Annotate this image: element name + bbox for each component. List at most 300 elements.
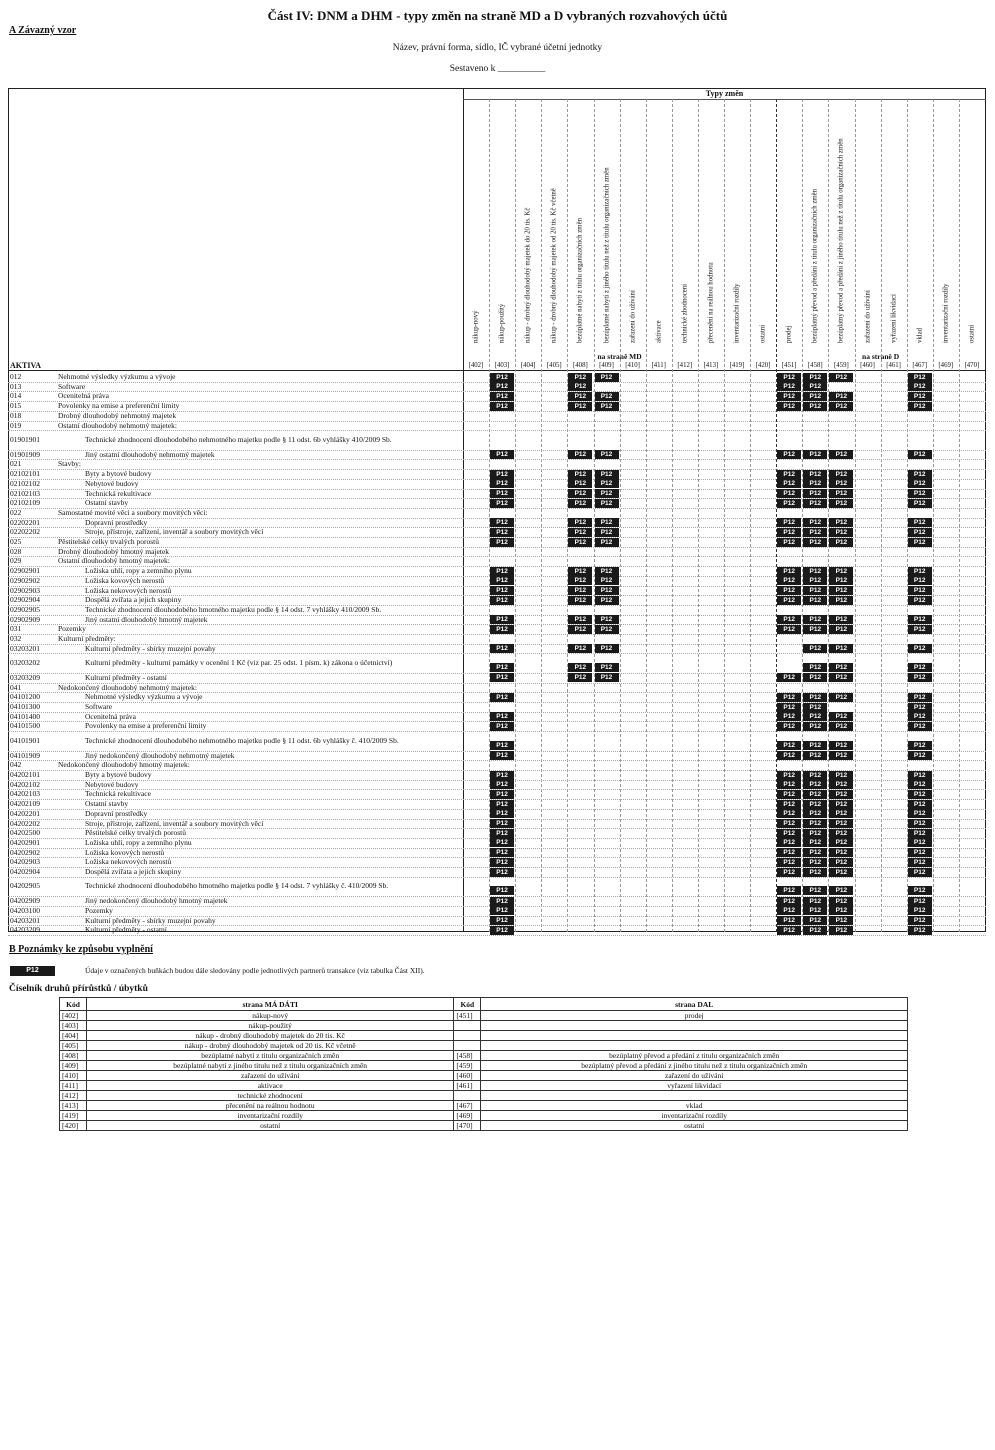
p12-badge: P12: [829, 450, 853, 459]
p12-badge: P12: [490, 470, 514, 479]
row-description: Jiný nedokončený dlouhodobý nehmotný majetek: [85, 750, 235, 760]
row-description: Kulturní předměty - ostatní: [85, 672, 167, 682]
label-cell: vyřazení likvidací: [481, 1081, 908, 1091]
row-code: 04202201: [10, 808, 40, 818]
p12-badge: P12: [908, 576, 932, 585]
p12-badge: P12: [829, 663, 853, 672]
row-code: 014: [10, 391, 22, 401]
p12-badge: P12: [908, 868, 932, 877]
p12-badge: P12: [803, 819, 827, 828]
p12-badge: P12: [803, 450, 827, 459]
p12-badge: P12: [803, 693, 827, 702]
row-code: 02102102: [10, 478, 40, 488]
row-code: 04202101: [10, 770, 40, 779]
p12-badge: P12: [490, 712, 514, 721]
p12-badge: P12: [803, 673, 827, 682]
p12-badge: P12: [829, 392, 853, 401]
p12-badge: P12: [490, 518, 514, 527]
p12-badge: P12: [803, 858, 827, 867]
code-table-row: [60, 1051, 908, 1061]
label-cell: nákup-nový: [87, 1011, 454, 1021]
p12-badge: P12: [490, 538, 514, 547]
p12-badge: P12: [803, 868, 827, 877]
row-code: 03203201: [10, 643, 40, 653]
row-description: Stroje, přístroje, zařízení, inventář a soubory movitých věcí: [85, 818, 264, 828]
row-description: Kulturní předměty - kulturní památky v ocenění 1 Kč (viz par. 25 odst. 1 písm. k) zákona o účetnictví): [85, 658, 393, 668]
p12-badge: P12: [908, 712, 932, 721]
p12-badge: P12: [829, 470, 853, 479]
p12-badge: P12: [908, 499, 932, 508]
row-code: 02902909: [10, 614, 40, 624]
p12-badge: P12: [777, 567, 801, 576]
p12-badge: P12: [829, 809, 853, 818]
p12-badge: P12: [595, 576, 619, 585]
p12-badge: P12: [777, 489, 801, 498]
p12-badge: P12: [829, 567, 853, 576]
p12-badge: P12: [490, 838, 514, 847]
column-code: [408]: [573, 362, 588, 369]
column-code: [410]: [625, 362, 640, 369]
column-header-label: [672, 100, 698, 350]
p12-badge: P12: [595, 625, 619, 634]
p12-badge: P12: [490, 673, 514, 682]
row-description: Ložiska kovových nerostů: [85, 847, 165, 857]
p12-badge: P12: [777, 829, 801, 838]
row-code: 04203209: [10, 925, 40, 935]
column-code: [404]: [520, 362, 536, 369]
code-table-row: [60, 1061, 908, 1071]
p12-badge: P12: [568, 586, 592, 595]
p12-badge: P12: [490, 644, 514, 653]
code-cell: [461]: [454, 1081, 481, 1091]
aktiva-label: AKTIVA: [10, 361, 41, 370]
row-description: Ložiska uhlí, ropy a zemního plynu: [85, 566, 192, 576]
row-code: 04101300: [10, 702, 40, 711]
p12-badge: P12: [829, 800, 853, 809]
p12-badge: P12: [595, 615, 619, 624]
label-cell: nákup - drobný dlouhodobý majetek od 20 tis. Kč včetně: [87, 1041, 454, 1051]
table-row: [8, 634, 986, 644]
column-code: [412]: [677, 362, 693, 369]
p12-badge: P12: [777, 703, 801, 712]
column-code: [419]: [729, 362, 745, 369]
row-code: 04101400: [10, 711, 40, 721]
p12-badge: P12: [777, 741, 801, 750]
row-description: Technické zhodnocení dlouhodobého nehmotného majetku podle § 11 odst. 6b vyhlášky 410/2009 Sb.: [85, 434, 392, 444]
section-b-heading: B Poznámky ke způsobu vyplnění: [9, 944, 153, 955]
column-header-label: [620, 100, 646, 350]
p12-badge: P12: [908, 538, 932, 547]
row-code: 02102109: [10, 498, 40, 508]
row-description: Jiný ostatní dlouhodobý nehmotný majetek: [85, 449, 215, 459]
label-cell: [481, 1091, 908, 1101]
label-cell: aktivace: [87, 1081, 454, 1091]
row-description: Dopravní prostředky: [85, 808, 148, 818]
p12-badge: P12: [777, 712, 801, 721]
code-table-row: [60, 1071, 908, 1081]
code-cell: [454, 1041, 481, 1051]
row-code: 04203201: [10, 915, 40, 925]
p12-badge: P12: [908, 615, 932, 624]
p12-badge: P12: [803, 848, 827, 857]
row-description: Ložiska kovových nerostů: [85, 575, 165, 585]
p12-badge: P12: [777, 897, 801, 906]
p12-badge: P12: [490, 886, 514, 895]
ma-dati-header: strana MÁ DÁTI: [87, 998, 454, 1011]
p12-badge: P12: [595, 489, 619, 498]
p12-badge: P12: [829, 790, 853, 799]
column-code: [451]: [781, 362, 797, 369]
p12-badge: P12: [908, 809, 932, 818]
p12-badge: P12: [829, 829, 853, 838]
row-code: 04101200: [10, 692, 40, 702]
p12-badge: P12: [568, 518, 592, 527]
p12-badge: P12: [908, 673, 932, 682]
p12-badge: P12: [777, 596, 801, 605]
p12-badge: P12: [908, 518, 932, 527]
row-description: Kulturní předměty - ostatní: [85, 925, 167, 935]
p12-badge: P12: [490, 722, 514, 731]
p12-badge: P12: [568, 382, 592, 391]
p12-badge: P12: [490, 615, 514, 624]
label-cell: bezúplatné nabytí z titulu organizačních změn: [87, 1051, 454, 1061]
row-code: 02202202: [10, 527, 40, 537]
column-header-label: [959, 100, 985, 350]
row-code: 04202903: [10, 857, 40, 867]
row-description: Nehmotné výsledky výzkumu a vývoje: [58, 372, 176, 381]
label-cell: ostatní: [87, 1121, 454, 1131]
p12-legend-text: Údaje v označených buňkách budou dále sledovány podle jednotlivých partnerů transakce (viz tabulka Část XII).: [85, 966, 425, 975]
row-description: Povolenky na emise a preferenční limity: [58, 401, 180, 411]
p12-badge: P12: [829, 780, 853, 789]
p12-badge: P12: [803, 615, 827, 624]
column-label-text: zařazení do užívání: [864, 290, 871, 343]
p12-badge: P12: [777, 479, 801, 488]
p12-badge: P12: [908, 373, 932, 382]
row-description: Ocenitelná práva: [85, 711, 137, 721]
p12-badge: P12: [490, 790, 514, 799]
row-description: Nebytové budovy: [85, 779, 139, 789]
row-description: Technická rekultivace: [85, 789, 151, 799]
p12-badge: P12: [568, 402, 592, 411]
code-cell: [402]: [60, 1011, 87, 1021]
column-code: [461]: [886, 362, 901, 369]
label-cell: prodej: [481, 1011, 908, 1021]
p12-badge: P12: [829, 673, 853, 682]
code-cell: [459]: [454, 1061, 481, 1071]
p12-badge: P12: [908, 528, 932, 537]
p12-badge: P12: [777, 673, 801, 682]
column-code: [402]: [468, 362, 484, 369]
p12-badge: P12: [803, 373, 827, 382]
label-cell: inventarizační rozdíly: [87, 1111, 454, 1121]
p12-badge: P12: [829, 722, 853, 731]
table-row: [8, 605, 986, 615]
p12-badge: P12: [908, 886, 932, 895]
p12-badge: P12: [595, 450, 619, 459]
column-header-label: [855, 100, 881, 350]
label-cell: vklad: [481, 1101, 908, 1111]
row-code: 018: [10, 410, 22, 420]
p12-badge: P12: [595, 586, 619, 595]
label-cell: zařazení do užívání: [481, 1071, 908, 1081]
p12-badge: P12: [568, 489, 592, 498]
p12-badge: P12: [490, 800, 514, 809]
kod-header: Kód: [60, 998, 87, 1011]
row-description: Ostatní stavby: [85, 498, 129, 508]
code-table-row: [60, 1101, 908, 1111]
p12-badge: P12: [803, 790, 827, 799]
p12-badge: P12: [595, 470, 619, 479]
p12-badge: P12: [829, 741, 853, 750]
p12-badge: P12: [777, 450, 801, 459]
column-code: [403]: [494, 362, 510, 369]
p12-badge: P12: [829, 586, 853, 595]
column-header-label: [515, 100, 541, 350]
code-table-row: [60, 1011, 908, 1021]
code-cell: [409]: [60, 1061, 87, 1071]
row-code: 02102103: [10, 488, 40, 498]
code-cell: [405]: [60, 1041, 87, 1051]
typy-zmen-label: Typy změn: [705, 89, 744, 98]
p12-badge: P12: [777, 373, 801, 382]
p12-badge: P12: [490, 897, 514, 906]
row-description: Ocenitelná práva: [58, 391, 110, 401]
p12-badge: P12: [777, 809, 801, 818]
p12-badge: P12: [908, 800, 932, 809]
p12-badge: P12: [829, 693, 853, 702]
p12-badge: P12: [777, 518, 801, 527]
column-header-label: [724, 100, 750, 350]
p12-badge: P12: [803, 528, 827, 537]
page-title: Část IV: DNM a DHM - typy změn na straně MD a D vybraných rozvahových účtů: [267, 8, 728, 23]
row-code: 013: [10, 381, 22, 391]
p12-badge: P12: [568, 470, 592, 479]
p12-badge: P12: [777, 470, 801, 479]
p12-badge: P12: [829, 576, 853, 585]
p12-badge: P12: [777, 926, 801, 935]
md-side-label: na straně MD: [597, 352, 642, 361]
p12-badge: P12: [490, 926, 514, 935]
p12-badge: P12: [803, 470, 827, 479]
row-code: 012: [10, 372, 22, 381]
column-header-label: [594, 100, 620, 350]
p12-badge: P12: [490, 741, 514, 750]
p12-badge: P12: [568, 596, 592, 605]
table-row: [8, 411, 986, 421]
row-description: Jiný nedokončený dlouhodobý hmotný majetek: [85, 896, 228, 906]
column-header-label: [933, 100, 959, 350]
code-cell: [458]: [454, 1051, 481, 1061]
row-code: 04202902: [10, 847, 40, 857]
p12-badge: P12: [490, 528, 514, 537]
p12-badge: P12: [490, 868, 514, 877]
p12-badge: P12: [777, 382, 801, 391]
row-code: 02902902: [10, 575, 40, 585]
row-description: Stavby:: [58, 459, 81, 469]
p12-badge: P12: [490, 596, 514, 605]
code-cell: [470]: [454, 1121, 481, 1131]
p12-badge: P12: [908, 567, 932, 576]
p12-badge: P12: [490, 586, 514, 595]
p12-badge: P12: [803, 741, 827, 750]
row-description: Nehmotné výsledky výzkumu a vývoje: [85, 692, 203, 702]
column-header-label: [463, 100, 489, 350]
label-cell: [481, 1041, 908, 1051]
p12-badge: P12: [803, 751, 827, 760]
p12-badge: P12: [568, 663, 592, 672]
label-cell: nákup-použitý: [87, 1021, 454, 1031]
p12-badge: P12: [490, 625, 514, 634]
code-cell: [420]: [60, 1121, 87, 1131]
p12-badge: P12: [908, 663, 932, 672]
row-code: 04202202: [10, 818, 40, 828]
row-code: 021: [10, 459, 22, 469]
label-cell: inventarizační rozdíly: [481, 1111, 908, 1121]
table-row: [8, 760, 986, 770]
column-code: [405]: [546, 362, 562, 369]
column-code: [420]: [755, 362, 771, 369]
row-code: 015: [10, 401, 22, 411]
row-description: Pěstitelské celky trvalých porostů: [58, 537, 160, 546]
row-description: Ostatní dlouhodobý nehmotný majetek:: [58, 420, 177, 430]
p12-badge: P12: [568, 528, 592, 537]
row-description: Software: [58, 381, 86, 391]
p12-badge: P12: [595, 479, 619, 488]
p12-badge: P12: [803, 499, 827, 508]
p12-badge: P12: [829, 596, 853, 605]
p12-badge: P12: [829, 712, 853, 721]
row-code: 03203202: [10, 658, 40, 668]
p12-badge: P12: [803, 538, 827, 547]
column-label-text: vyřazení likvidací: [890, 294, 898, 343]
table-row: [8, 683, 986, 693]
row-code: 01901909: [10, 449, 40, 459]
row-divider: [8, 935, 986, 936]
table-row: [8, 421, 986, 431]
p12-badge: P12: [777, 751, 801, 760]
label-cell: bezúplatný převod a předání z titulu organizačních změn: [481, 1051, 908, 1061]
p12-badge: P12: [829, 479, 853, 488]
p12-badge: P12: [803, 886, 827, 895]
p12-badge: P12: [777, 848, 801, 857]
column-header-label: [646, 100, 672, 350]
p12-badge: P12: [803, 479, 827, 488]
code-table-row: [60, 1081, 908, 1091]
p12-badge: P12: [803, 712, 827, 721]
p12-badge: P12: [490, 489, 514, 498]
p12-badge: P12: [829, 625, 853, 634]
row-description: Software: [85, 702, 113, 711]
code-cell: [460]: [454, 1071, 481, 1081]
dal-header: strana DAL: [481, 998, 908, 1011]
row-code: 04202909: [10, 896, 40, 906]
label-cell: bezúplatný převod a předání z jiného titulu než z titulu organizačních změn: [481, 1061, 908, 1071]
p12-badge: P12: [829, 528, 853, 537]
label-cell: přecenění na reálnou hodnotu: [87, 1101, 454, 1111]
row-description: Technické zhodnocení dlouhodobého nehmotného majetku podle § 11 odst. 6b vyhlášky č. 410/2009 Sb.: [85, 735, 399, 745]
p12-badge: P12: [803, 489, 827, 498]
p12-badge: P12: [490, 848, 514, 857]
row-description: Dospělá zvířata a jejich skupiny: [85, 595, 182, 605]
p12-badge: P12: [908, 848, 932, 857]
p12-badge: P12: [908, 926, 932, 935]
row-description: Byty a bytové budovy: [85, 469, 152, 479]
table-row: [8, 508, 986, 518]
column-header-label: [567, 100, 593, 350]
p12-badge: P12: [490, 402, 514, 411]
column-code: [409]: [599, 362, 614, 369]
p12-badge: P12: [908, 644, 932, 653]
p12-badge: P12: [803, 596, 827, 605]
p12-badge: P12: [803, 916, 827, 925]
row-description: Kulturní předměty:: [58, 634, 116, 643]
p12-badge: P12: [777, 886, 801, 895]
p12-badge: P12: [777, 771, 801, 780]
row-code: 04202103: [10, 789, 40, 799]
row-code: 02902904: [10, 595, 40, 605]
p12-badge: P12: [568, 644, 592, 653]
code-table-row: [60, 1041, 908, 1051]
p12-badge: P12: [595, 538, 619, 547]
p12-badge: P12: [595, 518, 619, 527]
row-code: 03203209: [10, 672, 40, 682]
p12-badge: P12: [803, 906, 827, 915]
row-code: 04202500: [10, 828, 40, 838]
p12-badge: P12: [803, 809, 827, 818]
p12-badge: P12: [829, 868, 853, 877]
p12-badge: P12: [829, 771, 853, 780]
p12-badge: P12: [595, 596, 619, 605]
p12-badge: P12: [908, 586, 932, 595]
p12-badge: P12: [595, 499, 619, 508]
column-header-label: [881, 100, 907, 350]
p12-badge: P12: [490, 829, 514, 838]
row-description: Drobný dlouhodobý nehmotný majetek: [58, 410, 177, 420]
section-a-heading: A Závazný vzor: [9, 25, 77, 36]
code-cell: [454, 1031, 481, 1041]
code-cell: [404]: [60, 1031, 87, 1041]
p12-badge: P12: [908, 897, 932, 906]
column-label-text: bezúplatné nabytí z jiného titulu než z titulu organizačních změn: [603, 167, 610, 343]
p12-badge: P12: [829, 615, 853, 624]
code-cell: [413]: [60, 1101, 87, 1111]
column-label-text: bezúplatný převod a předání z jiného titulu než z titulu organizačních změn: [837, 138, 845, 343]
label-cell: technické zhodnocení: [87, 1091, 454, 1101]
code-cell: [412]: [60, 1091, 87, 1101]
p12-badge: P12: [908, 450, 932, 459]
p12-badge: P12: [829, 848, 853, 857]
row-code: 025: [10, 537, 22, 546]
column-code: [413]: [703, 362, 719, 369]
p12-badge: P12: [568, 673, 592, 682]
row-description: Pozemky: [85, 905, 113, 915]
p12-badge: P12: [777, 722, 801, 731]
column-header-label: [750, 100, 776, 350]
p12-badge: P12: [595, 528, 619, 537]
p12-badge: P12: [803, 800, 827, 809]
row-code: 04202904: [10, 867, 40, 876]
code-cell: [408]: [60, 1051, 87, 1061]
p12-badge: P12: [777, 868, 801, 877]
p12-badge: P12: [777, 538, 801, 547]
table-row: [8, 702, 986, 712]
p12-badge: P12: [777, 916, 801, 925]
code-cell: [454, 1091, 481, 1101]
row-description: Drobný dlouhodobý hmotný majetek: [58, 546, 170, 556]
p12-badge: P12: [803, 586, 827, 595]
row-code: 029: [10, 556, 22, 566]
